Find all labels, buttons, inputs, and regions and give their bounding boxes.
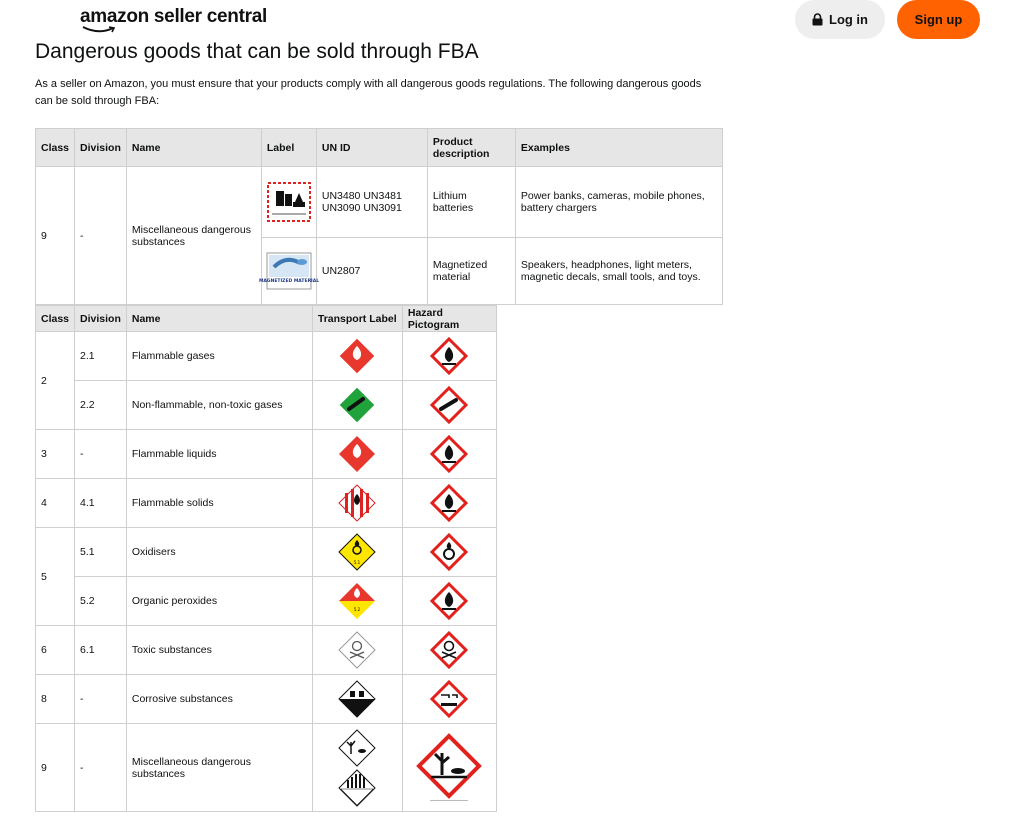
transport-label-cell [312,332,402,381]
table-row [36,724,497,812]
class-cell: 3 [36,430,75,479]
ghs-corrosion-icon [429,679,469,719]
page-title: Dangerous goods that can be sold through FBA [35,40,479,63]
name-cell: Oxidisers [126,528,312,577]
table-row [36,528,497,577]
transport-label-cell [312,675,402,724]
svg-text:5.2: 5.2 [354,607,361,612]
name-cell: Flammable liquids [126,430,312,479]
transport-label-cell [312,577,402,626]
division-cell: - [75,167,127,305]
hazard-pictogram-cell [402,675,496,724]
ghs-gas-cylinder-icon [429,385,469,425]
yellow-oxidizer-diamond-icon [337,532,377,572]
lithium-battery-label-icon [267,182,311,222]
striped-red-diamond-icon [337,483,377,523]
white-skull-diamond-icon [337,630,377,670]
transport-label-cell [312,626,402,675]
column-header: Hazard Pictogram [402,306,496,332]
environment-and-class9-diamond-icon [337,728,377,808]
transport-label-cell [312,381,402,430]
hazard-pictogram-cell [402,381,496,430]
class-cell: 8 [36,675,75,724]
class-cell: 2 [36,332,75,430]
magnetized-material-label-icon [258,251,319,291]
log-in-label: Log in [829,12,868,27]
un-id-cell: UN3480 UN3481 UN3090 UN3091 [316,167,427,238]
sign-up-label: Sign up [914,12,963,27]
column-header: Product description [427,129,515,167]
fba-dangerous-goods-classes-table [35,305,497,812]
ghs-skull-icon [429,630,469,670]
hazard-pictogram-cell [402,626,496,675]
red-yellow-peroxide-diamond-icon [337,581,377,621]
class-cell: 9 [36,724,75,812]
column-header: Name [126,129,261,167]
logo-text: amazon seller central [80,6,267,27]
fba-lithium-magnet-table [35,128,723,305]
hazard-pictogram-cell [402,479,496,528]
label-cell [258,238,319,305]
ghs-flame-over-circle-icon [429,532,469,572]
transport-label-cell [312,724,402,812]
division-cell: 2.2 [75,381,127,430]
lock-icon [812,13,823,26]
transport-label-cell [312,430,402,479]
class-cell: 6 [36,626,75,675]
division-cell: - [75,675,127,724]
examples-cell: Power banks, cameras, mobile phones, battery chargers [515,167,722,238]
class-cell: 4 [36,479,75,528]
description-cell: Magnetized material [427,238,515,305]
hazard-pictogram-cell [402,528,496,577]
hazard-pictogram-cell [402,430,496,479]
flame-red-diamond-icon [337,336,377,376]
division-cell: 5.1 [75,528,127,577]
name-cell: Flammable gases [126,332,312,381]
table-row [36,430,497,479]
name-cell: Corrosive substances [126,675,312,724]
examples-cell: Speakers, headphones, light meters, magnetic decals, small tools, and toys. [515,238,722,305]
name-cell: Non-flammable, non-toxic gases [126,381,312,430]
table-header-row [36,129,723,167]
amazon-smile-icon [82,26,116,34]
sign-up-button[interactable] [897,0,980,39]
ghs-flame-icon [429,434,469,474]
column-header: Transport Label [312,306,402,332]
intro-paragraph: As a seller on Amazon, you must ensure that your products comply with all dangerous goods regulations. The following dangerous goods can be sold through FBA: [35,78,702,107]
table-row [36,167,723,238]
ghs-environment-icon [416,733,482,803]
division-cell: - [75,724,127,812]
division-cell: 5.2 [75,577,127,626]
table-row [36,381,497,430]
column-header: Division [75,306,127,332]
column-header: Name [126,306,312,332]
transport-label-cell [312,479,402,528]
description-cell: Lithium batteries [427,167,515,238]
flame-red-diamond-icon [337,434,377,474]
column-header: Class [36,129,75,167]
division-cell: 6.1 [75,626,127,675]
ghs-flame-icon [429,581,469,621]
un-id-cell: UN2807 [316,238,427,305]
ghs-flame-icon [429,336,469,376]
green-gas-cylinder-diamond-icon [337,385,377,425]
name-cell: Flammable solids [126,479,312,528]
table-header-row [36,306,497,332]
table-row [36,675,497,724]
transport-label-cell [312,528,402,577]
hazard-pictogram-cell [402,332,496,381]
name-cell: Miscellaneous dangerous substances [126,724,312,812]
column-header: Division [75,129,127,167]
class-cell: 5 [36,528,75,626]
name-cell: Toxic substances [126,626,312,675]
amazon-seller-central-logo[interactable] [80,6,267,28]
column-header: Examples [515,129,722,167]
table-row [36,332,497,381]
table-row [36,577,497,626]
label-cell [261,167,316,238]
division-cell: 2.1 [75,332,127,381]
hazard-pictogram-cell [402,724,496,812]
svg-text:5.1: 5.1 [354,560,361,565]
ghs-flame-icon [429,483,469,523]
log-in-button[interactable] [795,0,885,39]
svg-text:MAGNETIZED MATERIAL: MAGNETIZED MATERIAL [258,279,319,284]
column-header: UN ID [316,129,427,167]
table-row [36,626,497,675]
division-cell: - [75,430,127,479]
hazard-pictogram-cell [402,577,496,626]
name-cell: Miscellaneous dangerous substances [126,167,261,305]
division-cell: 4.1 [75,479,127,528]
name-cell: Organic peroxides [126,577,312,626]
column-header: Class [36,306,75,332]
column-header: Label [261,129,316,167]
corrosive-diamond-icon [337,679,377,719]
class-cell: 9 [36,167,75,305]
table-row [36,479,497,528]
